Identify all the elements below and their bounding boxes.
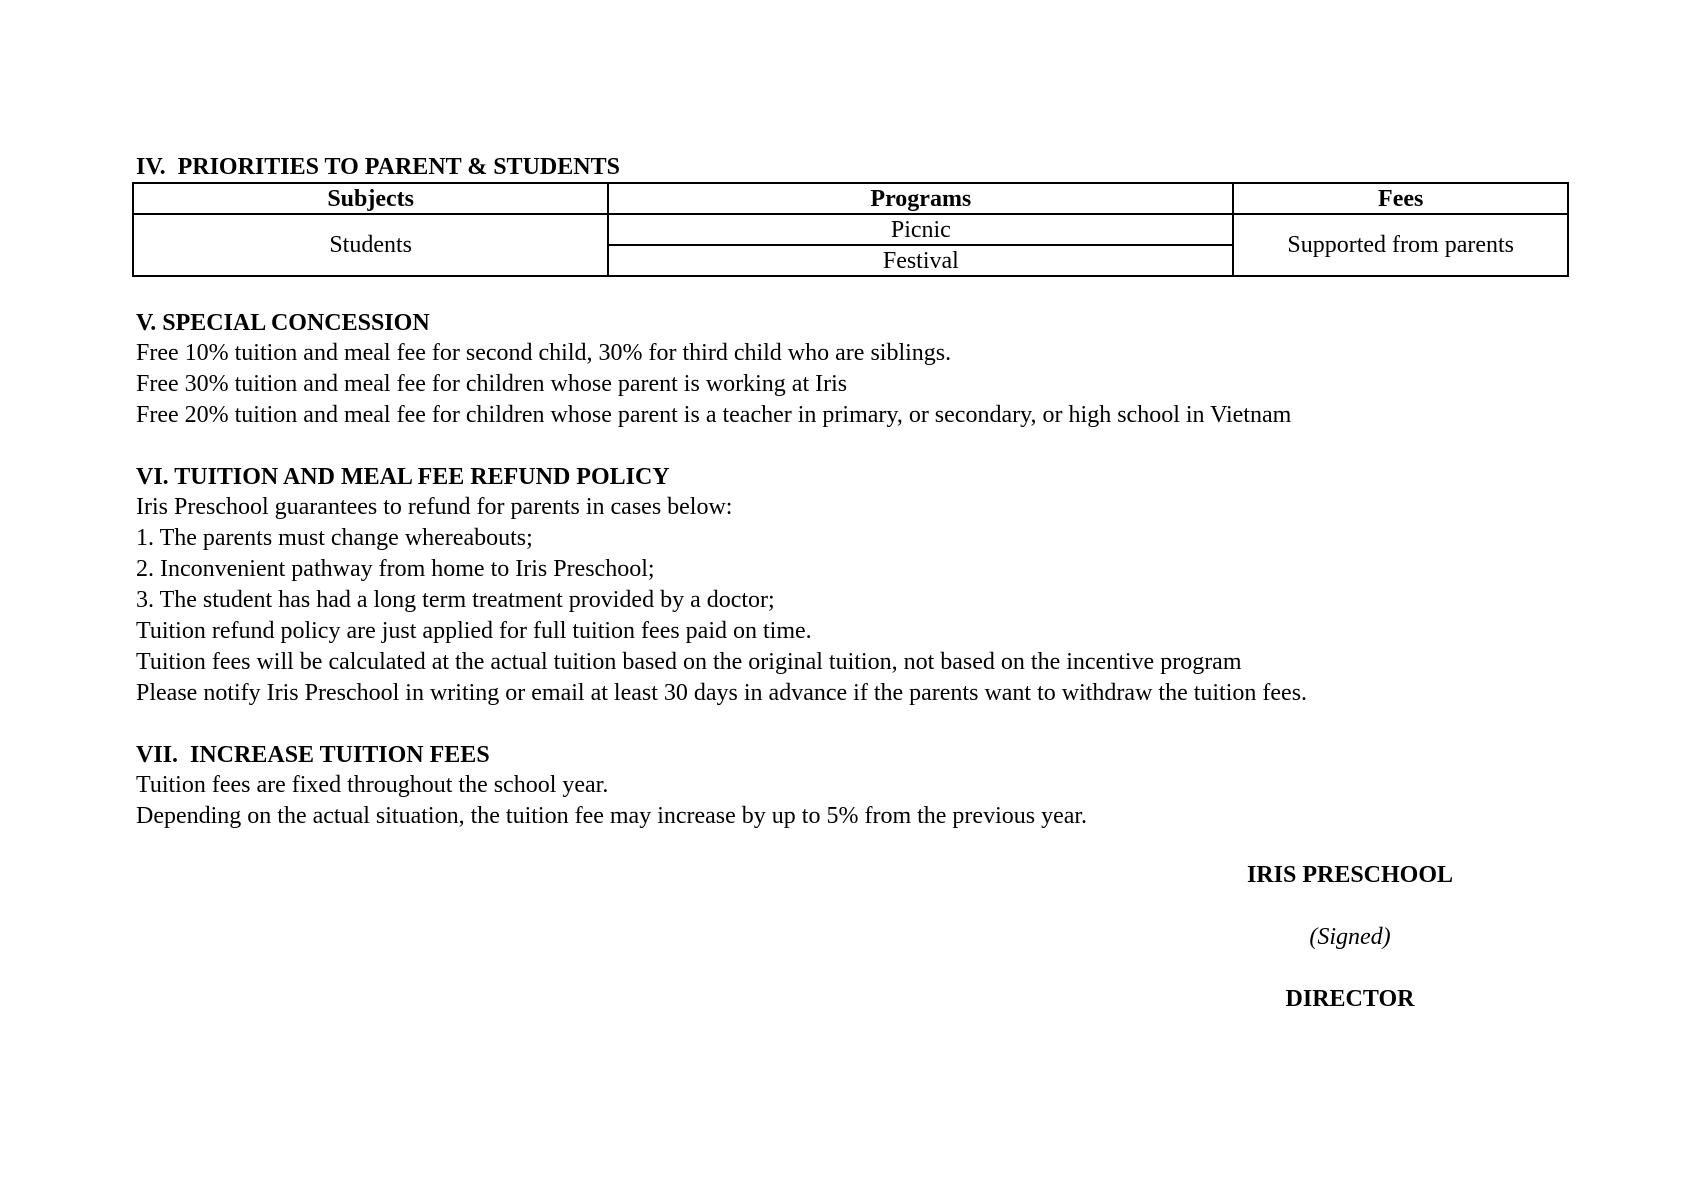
section-vii-line: Tuition fees are fixed throughout the school year. — [136, 772, 609, 798]
section-vii-line: Depending on the actual situation, the tuition fee may increase by up to 5% from the previous year. — [136, 803, 1088, 829]
signature-title: DIRECTOR — [1285, 986, 1415, 1012]
section-vi-line: 2. Inconvenient pathway from home to Iris Preschool; — [136, 556, 655, 582]
table-header-subjects: Subjects — [133, 183, 608, 214]
table-header-programs: Programs — [608, 183, 1233, 214]
table-cell-fee: Supported from parents — [1233, 214, 1568, 276]
table-cell-subject: Students — [133, 214, 608, 276]
document-content — [136, 152, 1566, 832]
section-iv-heading: IV. PRIORITIES TO PARENT & STUDENTS — [136, 154, 620, 180]
table-header-fees: Fees — [1233, 183, 1568, 214]
priorities-table — [132, 182, 1569, 277]
section-vi-line: Tuition fees will be calculated at the actual tuition based on the original tuition, not based on the incentive program — [136, 649, 1242, 675]
section-v-line: Free 20% tuition and meal fee for children whose parent is a teacher in primary, or secondary, or high school in Vietnam — [136, 402, 1292, 428]
section-vi-line: Please notify Iris Preschool in writing or email at least 30 days in advance if the parents want to withdraw the tuition fees. — [136, 680, 1308, 706]
signature-organization: IRIS PRESCHOOL — [1246, 862, 1454, 888]
section-vi-line: 1. The parents must change whereabouts; — [136, 525, 533, 551]
spacer — [136, 431, 1566, 462]
section-v-line: Free 10% tuition and meal fee for second child, 30% for third child who are siblings. — [136, 340, 952, 366]
table-cell-program: Picnic — [608, 214, 1233, 245]
section-v-heading: V. SPECIAL CONCESSION — [136, 310, 430, 336]
spacer — [136, 277, 1566, 308]
section-vi-line: Tuition refund policy are just applied for full tuition fees paid on time. — [136, 618, 812, 644]
signature-signed: (Signed) — [1309, 924, 1391, 950]
section-vi-line: Iris Preschool guarantees to refund for parents in cases below: — [136, 494, 733, 520]
section-vi-line: 3. The student has had a long term treatment provided by a doctor; — [136, 587, 775, 613]
spacer — [136, 709, 1566, 740]
table-header-row — [133, 183, 1568, 214]
section-vi-heading: VI. TUITION AND MEAL FEE REFUND POLICY — [136, 464, 670, 490]
table-cell-program: Festival — [608, 245, 1233, 276]
table-row — [133, 214, 1568, 245]
section-v-line: Free 30% tuition and meal fee for children whose parent is working at Iris — [136, 371, 848, 397]
section-vii-heading: VII. INCREASE TUITION FEES — [136, 742, 490, 768]
